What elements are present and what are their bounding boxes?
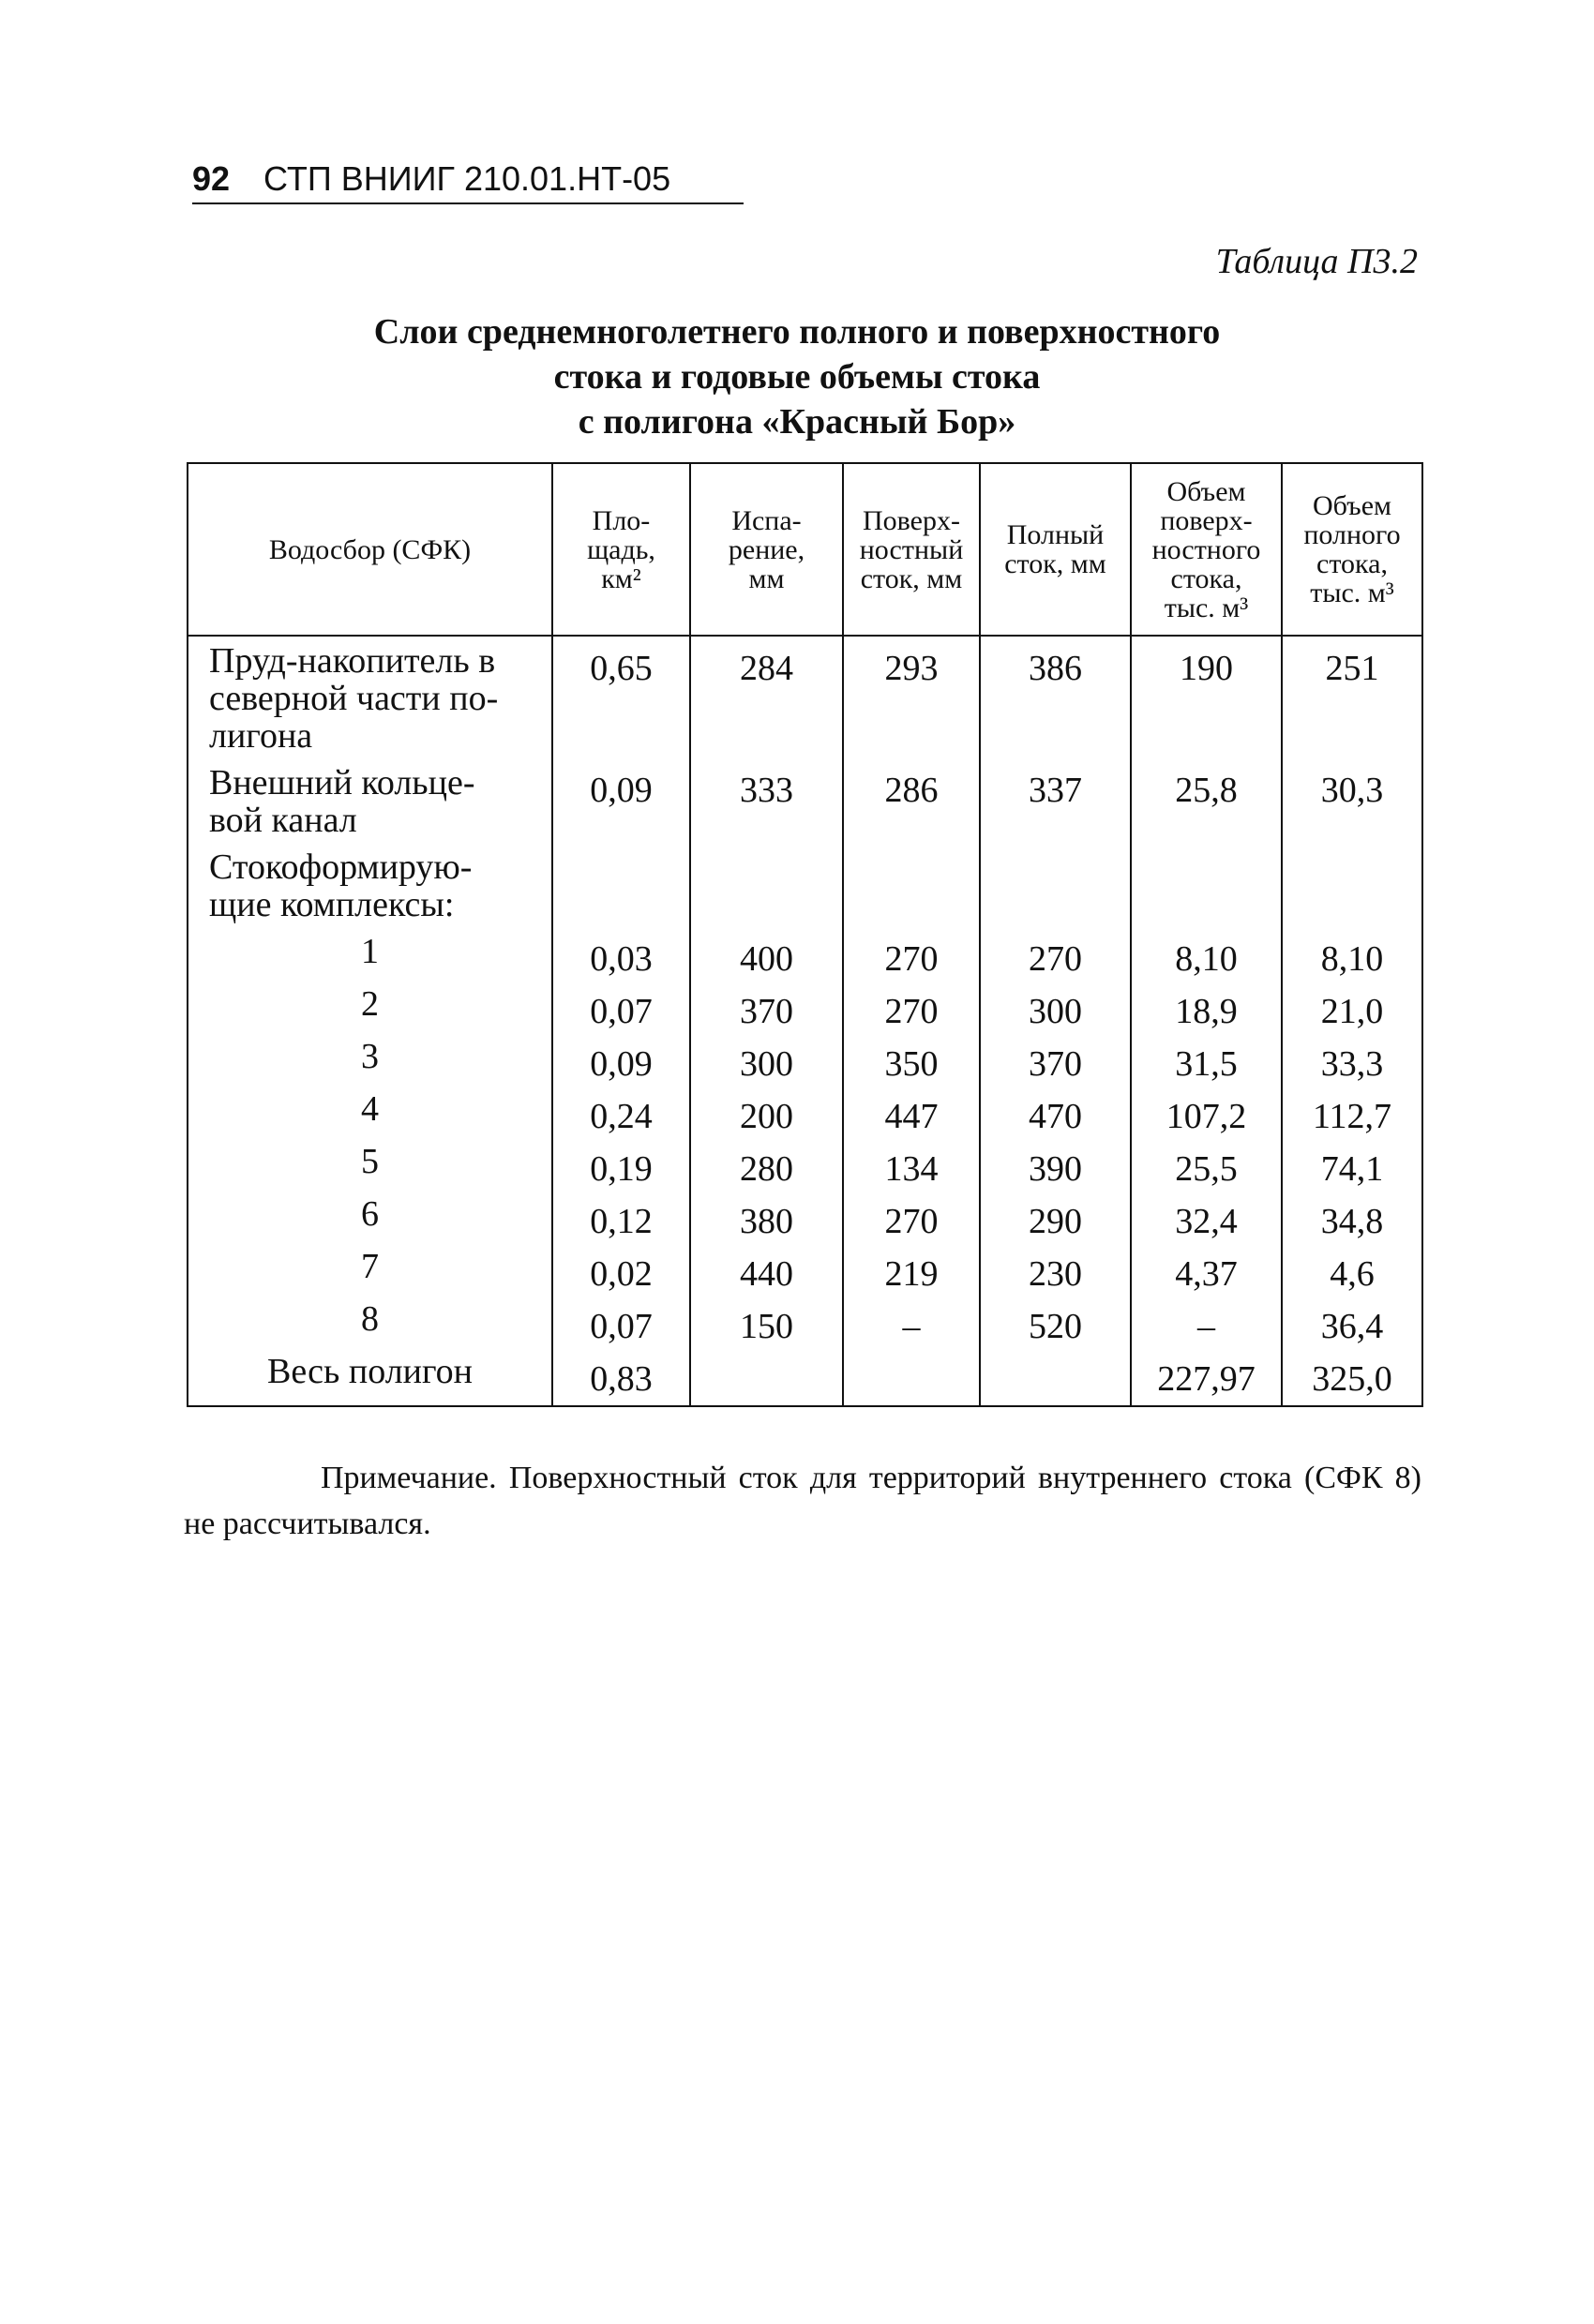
value-cell: 219 <box>843 1248 980 1300</box>
cell-text: щие комплексы: <box>209 885 455 924</box>
cell-text: Полный <box>1006 519 1105 550</box>
value-cell: 4,37 <box>1131 1248 1282 1300</box>
table-row <box>188 848 1422 933</box>
value-cell: 286 <box>843 764 980 848</box>
value-cell <box>690 1353 843 1406</box>
catchment-cell <box>188 1143 552 1195</box>
cell-text: тыс. м³ <box>1310 577 1394 608</box>
catchment-cell <box>188 1195 552 1248</box>
cell-text: Водосбор (СФК) <box>268 533 472 565</box>
value-cell: 370 <box>690 985 843 1038</box>
value-cell: 107,2 <box>1131 1090 1282 1143</box>
table-row <box>188 985 1422 1038</box>
value-cell: 300 <box>690 1038 843 1090</box>
cell-text: полного <box>1303 519 1401 550</box>
cell-text: км² <box>601 562 641 594</box>
cell-text: 5 <box>361 1142 379 1181</box>
table-title <box>234 309 1360 444</box>
value-cell: 25,5 <box>1131 1143 1282 1195</box>
value-cell <box>980 1353 1131 1406</box>
table-row <box>188 1248 1422 1300</box>
value-cell: 190 <box>1131 636 1282 764</box>
value-cell: 333 <box>690 764 843 848</box>
table-row <box>188 1353 1422 1406</box>
value-cell: 0,09 <box>552 1038 690 1090</box>
cell-text: 8 <box>361 1299 379 1339</box>
table-note: Примечание. Поверхностный сток для территорий внутреннего стока (СФК 8) не рассчитывался. <box>184 1461 1421 1541</box>
value-cell: 350 <box>843 1038 980 1090</box>
value-cell: 0,03 <box>552 933 690 985</box>
value-cell: 390 <box>980 1143 1131 1195</box>
value-cell: 4,6 <box>1282 1248 1422 1300</box>
value-cell: 0,24 <box>552 1090 690 1143</box>
catchment-cell <box>188 985 552 1038</box>
value-cell: 34,8 <box>1282 1195 1422 1248</box>
cell-text: 1 <box>361 932 379 971</box>
column-header <box>980 463 1131 636</box>
value-cell: 74,1 <box>1282 1143 1422 1195</box>
value-cell: 150 <box>690 1300 843 1353</box>
value-cell: 18,9 <box>1131 985 1282 1038</box>
catchment-cell <box>188 1300 552 1353</box>
cell-text: сток, мм <box>1004 548 1106 579</box>
value-cell: 386 <box>980 636 1131 764</box>
title-line: стока и годовые объемы стока <box>553 357 1041 397</box>
value-cell <box>980 848 1131 933</box>
value-cell: 8,10 <box>1282 933 1422 985</box>
catchment-cell <box>188 764 552 848</box>
value-cell: 400 <box>690 933 843 985</box>
catchment-cell <box>188 933 552 985</box>
cell-text: Испа- <box>731 504 802 536</box>
value-cell <box>1131 848 1282 933</box>
cell-text: поверх- <box>1160 504 1253 536</box>
cell-text: Внешний кольце- <box>209 763 475 802</box>
value-cell <box>552 848 690 933</box>
value-cell: 230 <box>980 1248 1131 1300</box>
value-cell: 31,5 <box>1131 1038 1282 1090</box>
value-cell: 520 <box>980 1300 1131 1353</box>
value-cell: 0,83 <box>552 1353 690 1406</box>
cell-text: Пло- <box>592 504 651 536</box>
cell-text: Пруд-накопитель в <box>209 641 496 681</box>
title-line: Слои среднемноголетнего полного и поверхностного <box>373 312 1221 352</box>
table-label: Таблица П3.2 <box>1215 242 1418 281</box>
value-cell: 32,4 <box>1131 1195 1282 1248</box>
table-row <box>188 764 1422 848</box>
value-cell: 36,4 <box>1282 1300 1422 1353</box>
cell-text: северной части по- <box>209 679 499 718</box>
cell-text: тыс. м³ <box>1164 592 1249 623</box>
column-header <box>188 463 552 636</box>
value-cell: – <box>843 1300 980 1353</box>
value-cell: 134 <box>843 1143 980 1195</box>
cell-text: Объем <box>1166 475 1246 507</box>
document-code: СТП ВНИИГ 210.01.НТ-05 <box>263 159 671 198</box>
value-cell: 447 <box>843 1090 980 1143</box>
catchment-cell <box>188 848 552 933</box>
value-cell: 0,09 <box>552 764 690 848</box>
value-cell <box>690 848 843 933</box>
value-cell: 293 <box>843 636 980 764</box>
value-cell: 370 <box>980 1038 1131 1090</box>
cell-text: 7 <box>361 1247 379 1286</box>
cell-text: 4 <box>361 1089 379 1129</box>
table-row <box>188 1143 1422 1195</box>
value-cell: 227,97 <box>1131 1353 1282 1406</box>
cell-text: стока, <box>1170 562 1242 594</box>
table-row <box>188 1195 1422 1248</box>
cell-text: мм <box>748 562 785 594</box>
value-cell: 337 <box>980 764 1131 848</box>
value-cell: 300 <box>980 985 1131 1038</box>
column-header <box>552 463 690 636</box>
page-number: 92 <box>192 159 231 198</box>
value-cell: 0,12 <box>552 1195 690 1248</box>
table-row <box>188 1038 1422 1090</box>
cell-text: рение, <box>728 533 805 565</box>
value-cell: 21,0 <box>1282 985 1422 1038</box>
value-cell: 0,19 <box>552 1143 690 1195</box>
value-cell: 290 <box>980 1195 1131 1248</box>
value-cell: – <box>1131 1300 1282 1353</box>
value-cell <box>1282 848 1422 933</box>
cell-text: щадь, <box>587 533 655 565</box>
table-row <box>188 1090 1422 1143</box>
value-cell: 8,10 <box>1131 933 1282 985</box>
catchment-cell <box>188 1090 552 1143</box>
value-cell: 25,8 <box>1131 764 1282 848</box>
column-header <box>843 463 980 636</box>
value-cell: 0,65 <box>552 636 690 764</box>
catchment-cell <box>188 1353 552 1406</box>
value-cell: 33,3 <box>1282 1038 1422 1090</box>
value-cell: 30,3 <box>1282 764 1422 848</box>
value-cell: 112,7 <box>1282 1090 1422 1143</box>
column-header <box>1131 463 1282 636</box>
cell-text: 3 <box>361 1037 379 1076</box>
cell-text: Объем <box>1313 490 1391 521</box>
cell-text: ностного <box>1151 533 1261 565</box>
catchment-cell <box>188 1038 552 1090</box>
table-header-row <box>188 463 1422 636</box>
cell-text: Весь полигон <box>267 1352 473 1391</box>
cell-text: Стокоформирую- <box>209 847 473 887</box>
value-cell: 270 <box>980 933 1131 985</box>
value-cell: 380 <box>690 1195 843 1248</box>
column-header <box>1282 463 1422 636</box>
runoff-table <box>187 462 1423 1407</box>
title-line: с полигона «Красный Бор» <box>578 402 1016 442</box>
value-cell: 270 <box>843 933 980 985</box>
value-cell: 284 <box>690 636 843 764</box>
value-cell: 200 <box>690 1090 843 1143</box>
value-cell <box>843 1353 980 1406</box>
table-row <box>188 933 1422 985</box>
cell-text: стока, <box>1316 548 1388 579</box>
cell-text: сток, мм <box>860 562 963 594</box>
cell-text: лигона <box>209 716 313 756</box>
value-cell: 0,07 <box>552 1300 690 1353</box>
table-row <box>188 1300 1422 1353</box>
value-cell: 251 <box>1282 636 1422 764</box>
column-header <box>690 463 843 636</box>
catchment-cell <box>188 636 552 764</box>
value-cell: 470 <box>980 1090 1131 1143</box>
value-cell: 440 <box>690 1248 843 1300</box>
value-cell: 280 <box>690 1143 843 1195</box>
cell-text: вой канал <box>209 801 357 840</box>
value-cell: 325,0 <box>1282 1353 1422 1406</box>
cell-text: Поверх- <box>863 504 960 536</box>
table-row <box>188 636 1422 764</box>
value-cell: 270 <box>843 985 980 1038</box>
catchment-cell <box>188 1248 552 1300</box>
value-cell: 0,02 <box>552 1248 690 1300</box>
header-rule <box>192 202 744 204</box>
table-body <box>188 636 1422 1406</box>
value-cell: 270 <box>843 1195 980 1248</box>
value-cell <box>843 848 980 933</box>
value-cell: 0,07 <box>552 985 690 1038</box>
cell-text: 2 <box>361 984 379 1024</box>
cell-text: 6 <box>361 1194 379 1234</box>
cell-text: ностный <box>859 533 964 565</box>
page-header <box>192 159 670 199</box>
